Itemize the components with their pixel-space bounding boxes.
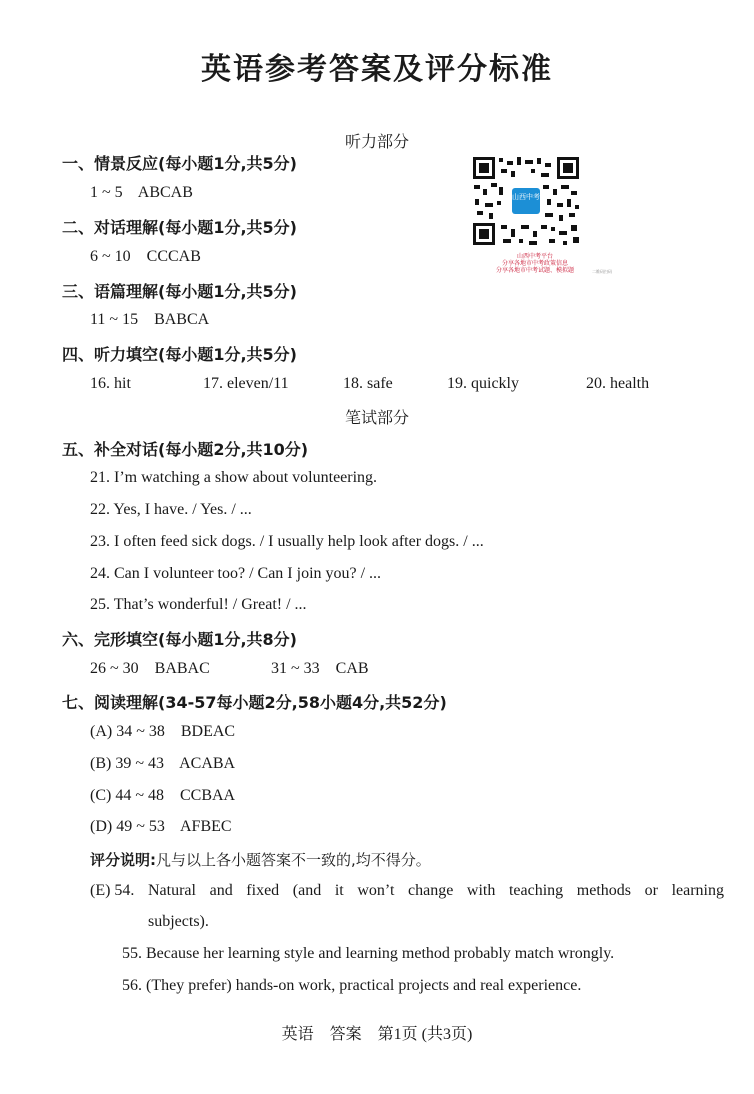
reading-e-label: (E) 54. [90, 882, 135, 899]
section-7-heading: 七、阅读理解(34-57每小题2分,58小题4分,共52分) [62, 693, 447, 712]
answer-24: 24. Can I volunteer too? / Can I join you? / ... [90, 565, 382, 582]
answer-16: 16. hit [90, 375, 131, 392]
qr-code-icon [471, 155, 581, 247]
qr-caption-3: 分享各地市中考试题、模拟题 [495, 267, 574, 274]
answer-54-line-1: Natural and fixed (and it won’t change with teaching methods or learning [148, 882, 724, 899]
answer-21: 21. I’m watching a show about volunteering. [90, 469, 378, 486]
section-3-answer: 11 ~ 15 BABCA [90, 311, 210, 328]
section-6-answer-a: 26 ~ 30 BABAC [90, 660, 210, 677]
page-footer: 英语 答案 第1页 (共3页) [281, 1026, 473, 1043]
page-title: 英语参考答案及评分标准 [201, 52, 553, 87]
reading-a-answer: (A) 34 ~ 38 BDEAC [90, 723, 236, 740]
section-6-heading: 六、完形填空(每小题1分,共8分) [62, 630, 297, 649]
scoring-note-text: 凡与以上各小题答案不一致的,均不得分。 [156, 851, 431, 869]
listening-part-heading: 听力部分 [344, 132, 409, 151]
answer-17: 17. eleven/11 [203, 375, 289, 392]
answer-56: 56. (They prefer) hands-on work, practical projects and real experience. [122, 977, 582, 994]
answer-55: 55. Because her learning style and learning method probably match wrongly. [122, 945, 615, 962]
answer-54-line-2: subjects). [148, 913, 209, 930]
section-6-answer-b: 31 ~ 33 CAB [271, 660, 369, 677]
section-1-answer: 1 ~ 5 ABCAB [90, 184, 193, 201]
section-2-answer: 6 ~ 10 CCCAB [90, 248, 201, 265]
answer-19: 19. quickly [447, 375, 519, 392]
section-5-heading: 五、补全对话(每小题2分,共10分) [62, 440, 309, 459]
answer-23: 23. I often feed sick dogs. / I usually help look after dogs. / ... [90, 533, 484, 550]
answer-25: 25. That’s wonderful! / Great! / ... [90, 596, 307, 613]
section-1-heading: 一、情景反应(每小题1分,共5分) [62, 154, 297, 173]
reading-d-answer: (D) 49 ~ 53 AFBEC [90, 818, 232, 835]
reading-b-answer: (B) 39 ~ 43 ACABA [90, 755, 236, 772]
reading-c-answer: (C) 44 ~ 48 CCBAA [90, 787, 236, 804]
qr-badge-text: 山西中考 [512, 193, 540, 201]
answer-22: 22. Yes, I have. / Yes. / ... [90, 501, 252, 518]
writing-part-heading: 笔试部分 [344, 408, 409, 427]
qr-caption-1: 山西中考平台 [516, 253, 553, 260]
section-4-heading: 四、听力填空(每小题1分,共5分) [62, 345, 297, 364]
scoring-note-label: 评分说明: [90, 851, 156, 869]
scoring-note [90, 849, 431, 870]
answer-20: 20. health [586, 375, 650, 392]
qr-small-note: 二维码扫码 [592, 269, 612, 274]
qr-caption-2: 分享各地市中考政策信息 [501, 260, 568, 267]
section-3-heading: 三、语篇理解(每小题1分,共5分) [62, 282, 297, 301]
section-2-heading: 二、对话理解(每小题1分,共5分) [62, 218, 297, 237]
answer-18: 18. safe [343, 375, 393, 392]
